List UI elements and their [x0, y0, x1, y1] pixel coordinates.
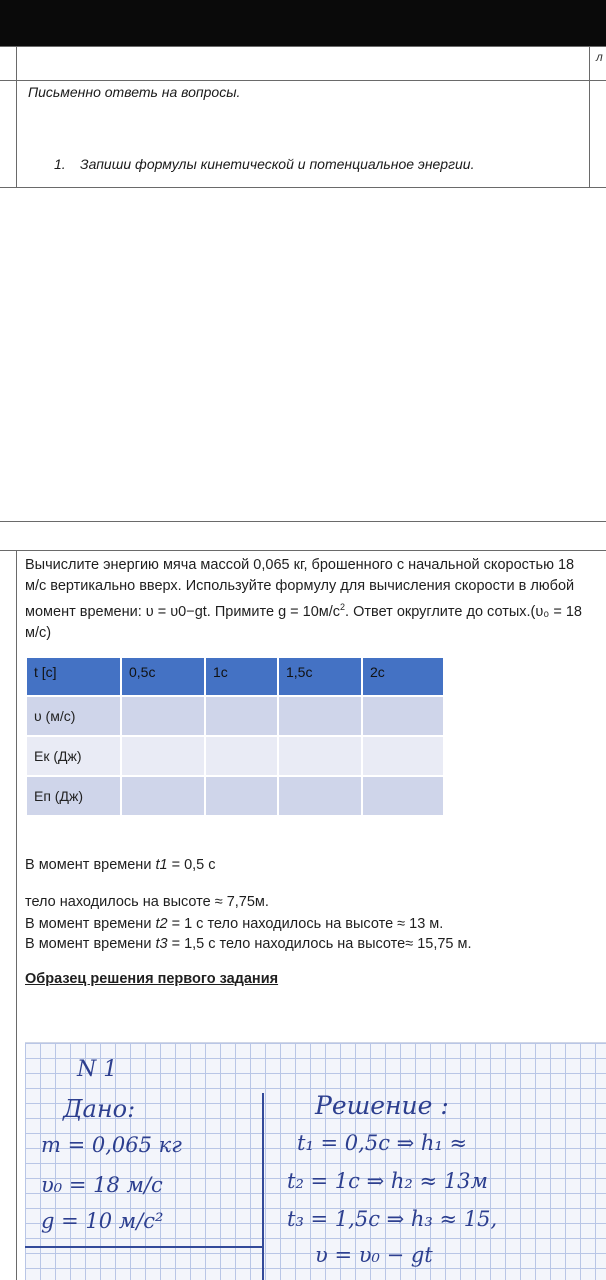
sample-solution-link[interactable]: Образец решения первого задания — [25, 971, 279, 987]
frame-line — [16, 550, 17, 1280]
table-header-cell: 0,5c — [121, 657, 205, 696]
question-1 — [54, 156, 474, 172]
hw-mass: m = 0,065 кг — [41, 1133, 182, 1157]
task-statement — [25, 555, 585, 644]
frame-line — [0, 187, 606, 188]
table-cell-empty[interactable] — [121, 776, 205, 816]
moment-line-1: В момент времени t1 = 0,5 с — [25, 857, 216, 873]
table-header-row — [26, 657, 444, 696]
hw-gravity: g = 10 м/с² — [41, 1209, 164, 1233]
frame-line — [0, 521, 606, 522]
moment-line-3: В момент времени t2 = 1 с тело находилось на высоте ≈ 13 м. — [25, 916, 444, 932]
table-cell-empty[interactable] — [121, 736, 205, 776]
hw-solution-title: Решение : — [315, 1091, 449, 1120]
table-cell-empty[interactable] — [205, 776, 278, 816]
table-row-label: Ек (Дж) — [26, 736, 121, 776]
hw-initial-velocity: υ₀ = 18 м/с — [41, 1173, 163, 1197]
table-cell-empty[interactable] — [205, 736, 278, 776]
table-row-label: Еп (Дж) — [26, 776, 121, 816]
moment-line-2: тело находилось на высоте ≈ 7,75м. — [25, 894, 269, 910]
hw-divider-vertical — [262, 1093, 264, 1280]
table-header-cell: 2c — [362, 657, 444, 696]
frame-line — [589, 46, 590, 187]
task-superscript: 2 — [340, 602, 346, 612]
hw-t1: t₁ = 0,5с ⇒ h₁ ≈ — [297, 1131, 468, 1155]
handwritten-solution-photo — [25, 1042, 606, 1280]
frame-line — [16, 46, 17, 187]
table-header-cell: 1,5c — [278, 657, 362, 696]
table-cell-empty[interactable] — [362, 696, 444, 736]
table-header-cell: 1c — [205, 657, 278, 696]
table-cell-empty[interactable] — [278, 736, 362, 776]
question-text: Запиши формулы кинетической и потенциальное энергии. — [80, 156, 475, 172]
hw-t3: t₃ = 1,5с ⇒ h₃ ≈ 15, — [287, 1207, 498, 1231]
table-cell-empty[interactable] — [121, 696, 205, 736]
table-cell-empty[interactable] — [278, 696, 362, 736]
table-header-cell: t [c] — [26, 657, 121, 696]
table-cell-empty[interactable] — [362, 736, 444, 776]
table-cell-empty[interactable] — [278, 776, 362, 816]
hw-divider-horizontal — [25, 1246, 262, 1248]
frame-line — [0, 46, 606, 47]
frame-line — [0, 80, 606, 81]
hw-number: N 1 — [77, 1057, 118, 1082]
questions-intro: Письменно ответь на вопросы. — [28, 84, 241, 100]
task-text: Вычислите энергию мяча массой 0,065 кг, брошенного с начальной скоростью 18 м/с вертикально вверх. Используйте формулу для вычисления скорости в любой момент времени: υ = υ0−gt. Примите g = 10м/с — [25, 557, 575, 620]
frame-line — [0, 550, 606, 551]
corner-letter: л — [596, 50, 603, 64]
table-cell-empty[interactable] — [362, 776, 444, 816]
top-bar — [0, 0, 606, 46]
hw-velocity-formula: υ = υ₀ − gt — [315, 1243, 433, 1267]
task-text-tail: . Ответ округлите до сотых.(υ₀ = 18 м/с) — [25, 603, 582, 641]
energy-table — [25, 656, 445, 817]
hw-given-title: Дано: — [63, 1095, 136, 1123]
table-cell-empty[interactable] — [205, 696, 278, 736]
table-row-label: υ (м/с) — [26, 696, 121, 736]
table-row — [26, 696, 444, 736]
question-number: 1. — [54, 156, 66, 172]
table-row — [26, 776, 444, 816]
moment-line-4: В момент времени t3 = 1,5 с тело находилось на высоте≈ 15,75 м. — [25, 936, 472, 952]
table-row — [26, 736, 444, 776]
hw-t2: t₂ = 1с ⇒ h₂ ≈ 13м — [287, 1169, 488, 1193]
